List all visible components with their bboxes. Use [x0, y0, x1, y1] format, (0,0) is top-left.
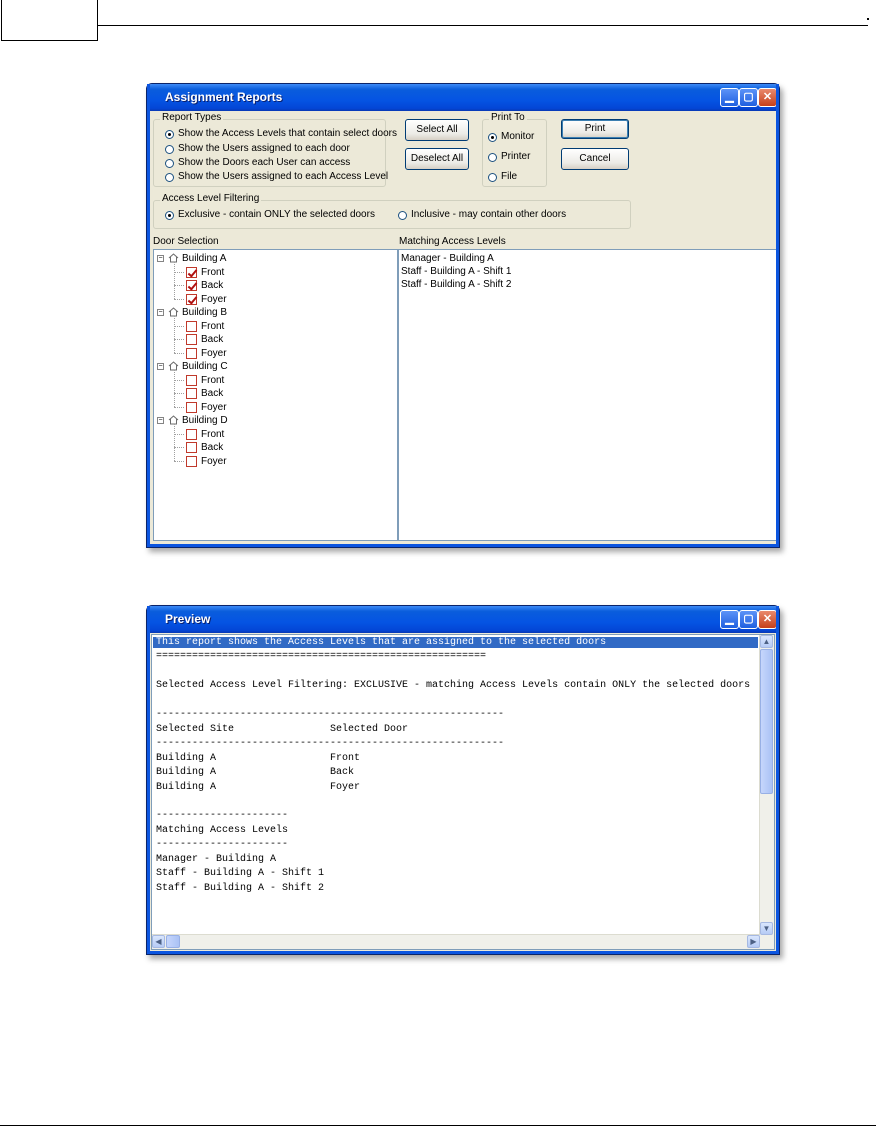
- preview-line: ----------------------: [156, 839, 289, 851]
- tree-door[interactable]: Foyer: [201, 455, 227, 467]
- preview-line: Building A Foyer: [156, 781, 361, 793]
- assignment-client: [150, 111, 776, 544]
- maximize-icon: ▢: [743, 613, 754, 625]
- door-checkbox[interactable]: [186, 280, 197, 291]
- report-preview-text[interactable]: [151, 634, 775, 950]
- tree-connector: [174, 285, 184, 286]
- tree-connector: [174, 299, 184, 300]
- tree-expander-icon[interactable]: −: [158, 309, 163, 316]
- cancel-button[interactable]: Cancel: [561, 148, 629, 170]
- tree-door[interactable]: Foyer: [201, 401, 227, 413]
- print-to-printer-label[interactable]: Printer: [501, 151, 531, 162]
- deselect-all-button[interactable]: Deselect All: [405, 148, 469, 170]
- horizontal-scrollbar[interactable]: [152, 934, 760, 949]
- preview-close-button[interactable]: [758, 610, 777, 629]
- preview-line: Manager - Building A: [156, 853, 277, 865]
- page-header-tick: [867, 18, 869, 20]
- window-title: Assignment Reports: [165, 90, 283, 104]
- tree-door[interactable]: Foyer: [201, 347, 227, 359]
- tree-connector: [174, 326, 184, 327]
- tree-expander-icon[interactable]: −: [158, 363, 163, 370]
- tree-building[interactable]: Building C: [182, 361, 228, 372]
- tree-connector: [174, 316, 175, 354]
- print-to-file-radio[interactable]: [488, 173, 497, 182]
- door-checkbox[interactable]: [186, 375, 197, 386]
- preview-line: Staff - Building A - Shift 2: [156, 882, 325, 894]
- preview-line: ----------------------: [156, 810, 289, 822]
- preview-line: ----------------------------------------------------------: [156, 709, 505, 721]
- report-type-radio-3[interactable]: [165, 159, 174, 168]
- matching-access-levels-list[interactable]: [398, 249, 778, 541]
- tree-door[interactable]: Foyer: [201, 293, 227, 305]
- tree-connector: [174, 339, 184, 340]
- minimize-icon: ▁: [725, 613, 734, 625]
- filter-exclusive-radio[interactable]: [165, 211, 174, 220]
- print-to-file-label[interactable]: File: [501, 171, 518, 182]
- minimize-button[interactable]: [720, 88, 739, 107]
- tree-connector: [174, 370, 175, 408]
- tree-door[interactable]: Front: [201, 428, 225, 440]
- preview-titlebar[interactable]: [147, 606, 779, 633]
- vertical-scrollbar[interactable]: [759, 635, 774, 935]
- door-selection-header: Door Selection: [153, 236, 219, 247]
- assignment-titlebar[interactable]: [147, 84, 779, 111]
- matching-access-levels-header: Matching Access Levels: [399, 236, 506, 247]
- tree-door[interactable]: Front: [201, 320, 225, 332]
- tree-door[interactable]: Back: [201, 442, 224, 453]
- tree-connector: [174, 434, 184, 435]
- filter-inclusive-radio[interactable]: [398, 211, 407, 220]
- scroll-down-arrow-icon[interactable]: ▼: [760, 922, 773, 935]
- close-icon: ✕: [762, 613, 773, 625]
- scroll-left-arrow-icon[interactable]: ◀: [152, 935, 165, 948]
- page-header-box: [1, 0, 98, 41]
- tree-connector: [174, 424, 175, 462]
- tree-door[interactable]: Back: [201, 280, 224, 291]
- tree-building[interactable]: Building B: [182, 307, 228, 318]
- close-button[interactable]: [758, 88, 777, 107]
- tree-connector: [174, 447, 184, 448]
- matching-item[interactable]: Manager - Building A: [401, 253, 494, 264]
- print-to-legend: Print To: [491, 112, 525, 123]
- door-checkbox[interactable]: [186, 348, 197, 359]
- tree-building[interactable]: Building D: [182, 415, 228, 426]
- preview-line: Building A Front: [156, 752, 361, 764]
- maximize-icon: ▢: [743, 91, 754, 103]
- tree-door[interactable]: Front: [201, 374, 225, 386]
- tree-connector: [174, 393, 184, 394]
- preview-maximize-button[interactable]: [739, 610, 758, 629]
- preview-window: [146, 605, 780, 955]
- filtering-legend: Access Level Filtering: [162, 193, 260, 204]
- tree-expander-icon[interactable]: −: [158, 255, 163, 262]
- door-checkbox[interactable]: [186, 321, 197, 332]
- door-checkbox[interactable]: [186, 388, 197, 399]
- preview-line: Staff - Building A - Shift 1: [156, 868, 325, 880]
- door-checkbox[interactable]: [186, 267, 197, 278]
- door-checkbox[interactable]: [186, 456, 197, 467]
- report-types-legend: Report Types: [162, 112, 222, 123]
- report-type-radio-1[interactable]: [165, 130, 174, 139]
- tree-connector: [174, 272, 184, 273]
- preview-minimize-button[interactable]: [720, 610, 739, 629]
- tree-connector: [174, 407, 184, 408]
- resize-grip-icon[interactable]: [760, 935, 774, 949]
- preview-title: Preview: [165, 612, 211, 626]
- door-checkbox[interactable]: [186, 442, 197, 453]
- print-to-printer-radio[interactable]: [488, 153, 497, 162]
- matching-item[interactable]: Staff - Building A - Shift 2: [401, 279, 512, 290]
- report-type-label-4[interactable]: Show the Users assigned to each Access Level: [178, 171, 389, 182]
- assignment-reports-window: [146, 83, 780, 548]
- report-type-radio-4[interactable]: [165, 173, 174, 182]
- page-footer-rule: [0, 1125, 876, 1126]
- preview-line-selected: This report shows the Access Levels that are assigned to the selected doors: [153, 637, 758, 648]
- preview-line: =======================================================: [156, 651, 487, 663]
- preview-line: Selected Site Selected Door: [156, 723, 409, 735]
- tree-expander-icon[interactable]: −: [158, 417, 163, 424]
- page-header-rule: [98, 25, 868, 26]
- maximize-button[interactable]: [739, 88, 758, 107]
- filter-inclusive-label[interactable]: Inclusive - may contain other doors: [411, 209, 567, 220]
- door-selection-tree[interactable]: [153, 249, 398, 541]
- tree-door[interactable]: Back: [201, 334, 224, 345]
- tree-connector: [174, 353, 184, 354]
- door-checkbox[interactable]: [186, 294, 197, 305]
- preview-line: Selected Access Level Filtering: EXCLUSIVE - matching Access Levels contain ONLY the selected doors: [156, 680, 751, 692]
- preview-client: [150, 633, 776, 951]
- report-type-label-1[interactable]: Show the Access Levels that contain select doors: [178, 128, 398, 139]
- horizontal-scroll-thumb[interactable]: [166, 935, 180, 948]
- report-type-label-2[interactable]: Show the Users assigned to each door: [178, 143, 350, 154]
- preview-line: Building A Back: [156, 767, 355, 779]
- preview-line: ----------------------------------------------------------: [156, 738, 505, 750]
- tree-connector: [174, 461, 184, 462]
- print-button[interactable]: Print: [561, 119, 629, 139]
- print-to-monitor-radio[interactable]: [488, 133, 497, 142]
- tree-connector: [174, 380, 184, 381]
- tree-building[interactable]: Building A: [182, 253, 227, 264]
- filter-exclusive-label[interactable]: Exclusive - contain ONLY the selected doors: [178, 209, 375, 220]
- scroll-right-arrow-icon[interactable]: ▶: [747, 935, 760, 948]
- scroll-thumb[interactable]: [760, 649, 773, 794]
- scroll-up-arrow-icon[interactable]: ▲: [760, 635, 773, 648]
- preview-line: Matching Access Levels: [156, 824, 289, 836]
- door-checkbox[interactable]: [186, 402, 197, 413]
- tree-door[interactable]: Front: [201, 266, 225, 278]
- door-checkbox[interactable]: [186, 334, 197, 345]
- door-checkbox[interactable]: [186, 429, 197, 440]
- report-type-label-3[interactable]: Show the Doors each User can access: [178, 157, 351, 168]
- print-to-monitor-label[interactable]: Monitor: [501, 131, 535, 142]
- report-type-radio-2[interactable]: [165, 145, 174, 154]
- close-icon: ✕: [762, 91, 773, 103]
- tree-connector: [174, 262, 175, 300]
- select-all-button[interactable]: Select All: [405, 119, 469, 141]
- matching-item[interactable]: Staff - Building A - Shift 1: [401, 266, 512, 277]
- tree-door[interactable]: Back: [201, 388, 224, 399]
- minimize-icon: ▁: [725, 91, 734, 103]
